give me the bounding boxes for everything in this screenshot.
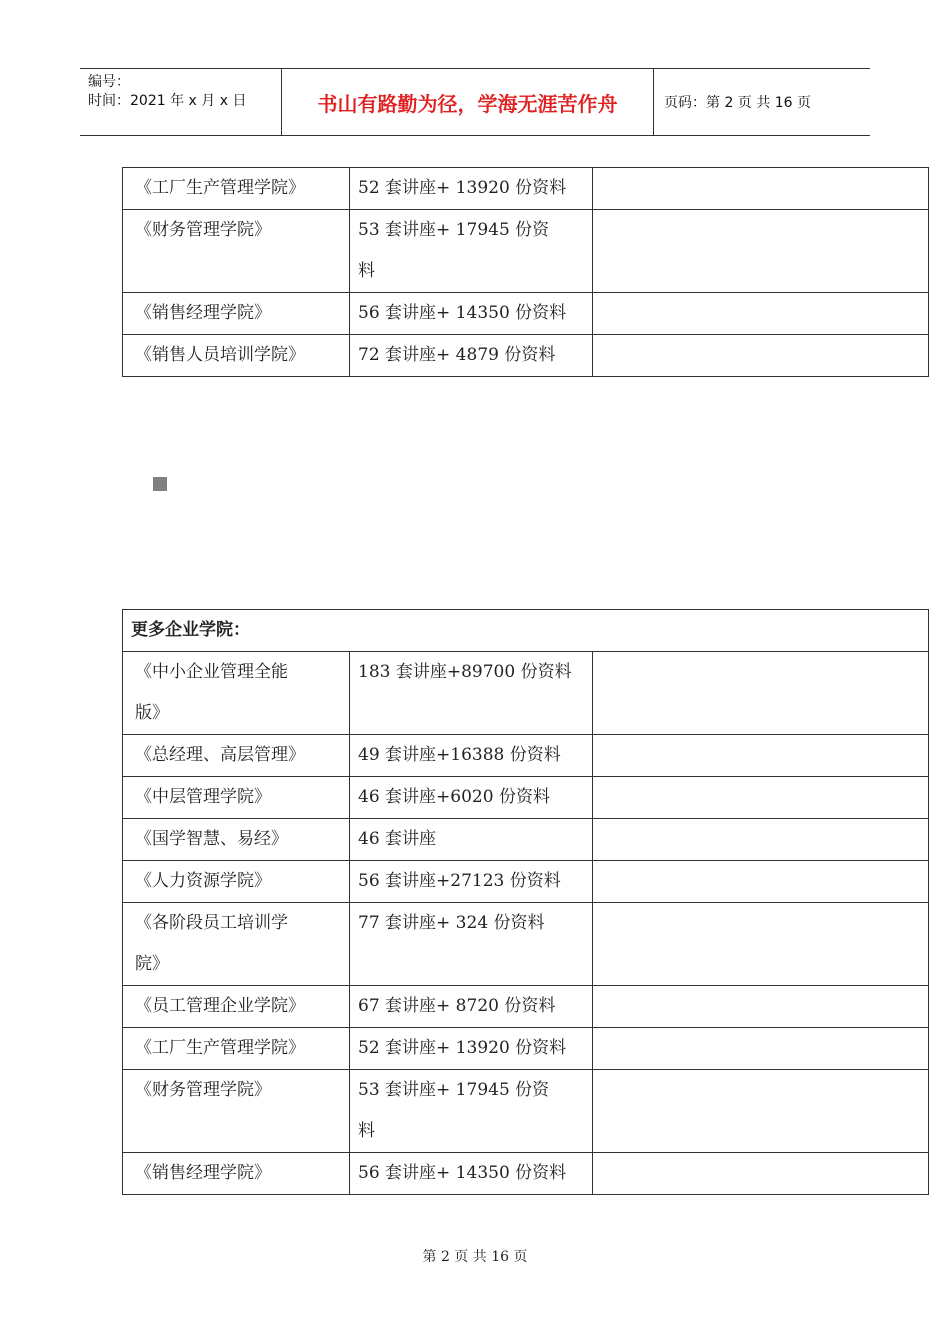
academy-extra bbox=[593, 861, 929, 903]
cell-line: 《总经理、高层管理》 bbox=[135, 745, 305, 765]
academy-resources bbox=[350, 335, 593, 377]
academy-name bbox=[123, 652, 350, 735]
academy-resources bbox=[350, 210, 593, 293]
academy-name bbox=[123, 903, 350, 986]
academy-name bbox=[123, 735, 350, 777]
academy-extra bbox=[593, 777, 929, 819]
academy-extra bbox=[593, 1153, 929, 1195]
academy-name: 《销售人员培训学院》 bbox=[123, 335, 350, 377]
cell-line: 46 套讲座 bbox=[358, 829, 437, 849]
table-row bbox=[123, 735, 929, 777]
academy-resources bbox=[350, 293, 593, 335]
table-row bbox=[123, 903, 929, 986]
cell-line: 料 bbox=[358, 261, 375, 281]
table-row bbox=[123, 335, 929, 377]
page-footer: 第 2 页 共 16 页 bbox=[422, 1249, 528, 1265]
cell-line: 77 套讲座+ 324 份资料 bbox=[358, 913, 545, 933]
academy-name bbox=[123, 819, 350, 861]
cell-line: 53 套讲座+ 17945 份资 bbox=[358, 220, 550, 240]
academy-table-continued bbox=[122, 167, 929, 377]
academy-extra bbox=[593, 335, 929, 377]
academy-resources bbox=[350, 903, 593, 986]
table-row bbox=[123, 777, 929, 819]
page-header bbox=[80, 68, 870, 136]
cell-line: 院》 bbox=[135, 954, 169, 974]
document-number-label: 编号： bbox=[88, 74, 130, 90]
cell-line: 56 套讲座+27123 份资料 bbox=[358, 871, 561, 891]
table-row bbox=[123, 210, 929, 293]
academy-name bbox=[123, 777, 350, 819]
academy-resources bbox=[350, 819, 593, 861]
academy-extra bbox=[593, 652, 929, 735]
table-row bbox=[123, 293, 929, 335]
cell-line: 《中小企业管理全能 bbox=[135, 662, 288, 682]
cell-line: 《各阶段员工培训学 bbox=[135, 913, 288, 933]
table-row bbox=[123, 652, 929, 735]
academy-extra bbox=[593, 903, 929, 986]
table-row bbox=[123, 1028, 929, 1070]
cell-line: 版》 bbox=[135, 703, 169, 723]
cell-line: 《员工管理企业学院》 bbox=[135, 996, 305, 1016]
cell-line: 183 套讲座+89700 份资料 bbox=[358, 662, 572, 682]
academy-name bbox=[123, 1153, 350, 1195]
cell-line: 53 套讲座+ 17945 份资 bbox=[358, 1080, 550, 1100]
table-row bbox=[123, 861, 929, 903]
cell-line: 《国学智慧、易经》 bbox=[135, 829, 288, 849]
academy-name bbox=[123, 861, 350, 903]
academy-extra bbox=[593, 210, 929, 293]
cell-line: 46 套讲座+6020 份资料 bbox=[358, 787, 550, 807]
academy-resources bbox=[350, 777, 593, 819]
academy-resources bbox=[350, 1153, 593, 1195]
header-motto: 书山有路勤为径，学海无涯苦作舟 bbox=[282, 69, 654, 135]
header-meta bbox=[80, 69, 282, 135]
academy-resources bbox=[350, 1070, 593, 1153]
academy-name: 《财务管理学院》 bbox=[123, 210, 350, 293]
academy-extra bbox=[593, 735, 929, 777]
academy-resources bbox=[350, 1028, 593, 1070]
cell-line: 52 套讲座+ 13920 份资料 bbox=[358, 1038, 567, 1058]
table-row bbox=[123, 819, 929, 861]
cell-line: 《工厂生产管理学院》 bbox=[135, 1038, 305, 1058]
more-academies-heading: 更多企业学院： bbox=[123, 610, 929, 652]
academy-extra bbox=[593, 1028, 929, 1070]
academy-extra bbox=[593, 168, 929, 210]
table-row bbox=[123, 168, 929, 210]
academy-resources bbox=[350, 986, 593, 1028]
cell-line: 料 bbox=[358, 1121, 375, 1141]
academy-resources bbox=[350, 652, 593, 735]
academy-extra bbox=[593, 819, 929, 861]
cell-line: 67 套讲座+ 8720 份资料 bbox=[358, 996, 556, 1016]
cell-line: 56 套讲座+ 14350 份资料 bbox=[358, 303, 567, 323]
cell-line: 《财务管理学院》 bbox=[135, 1080, 271, 1100]
academy-resources bbox=[350, 735, 593, 777]
cell-line: 49 套讲座+16388 份资料 bbox=[358, 745, 561, 765]
cell-line: 72 套讲座+ 4879 份资料 bbox=[358, 345, 556, 365]
cell-line: 56 套讲座+ 14350 份资料 bbox=[358, 1163, 567, 1183]
cell-line: 52 套讲座+ 13920 份资料 bbox=[358, 178, 567, 198]
cell-line: 《中层管理学院》 bbox=[135, 787, 271, 807]
academy-resources bbox=[350, 168, 593, 210]
document-date-label: 时间：2021 年 x 月 x 日 bbox=[88, 93, 247, 109]
cell-line: 《人力资源学院》 bbox=[135, 871, 271, 891]
academy-extra bbox=[593, 293, 929, 335]
academy-extra bbox=[593, 1070, 929, 1153]
table-row bbox=[123, 1070, 929, 1153]
table-row bbox=[123, 1153, 929, 1195]
square-bullet-icon bbox=[153, 477, 167, 491]
academy-name bbox=[123, 1070, 350, 1153]
academy-name bbox=[123, 1028, 350, 1070]
academy-extra bbox=[593, 986, 929, 1028]
table-heading-row bbox=[123, 610, 929, 652]
header-page-info: 页码：第 2 页 共 16 页 bbox=[664, 95, 811, 111]
academy-name: 《销售经理学院》 bbox=[123, 293, 350, 335]
academy-name bbox=[123, 986, 350, 1028]
cell-line: 《销售经理学院》 bbox=[135, 1163, 271, 1183]
academy-name: 《工厂生产管理学院》 bbox=[123, 168, 350, 210]
more-academies-table bbox=[122, 609, 929, 1195]
table-row bbox=[123, 986, 929, 1028]
academy-resources bbox=[350, 861, 593, 903]
